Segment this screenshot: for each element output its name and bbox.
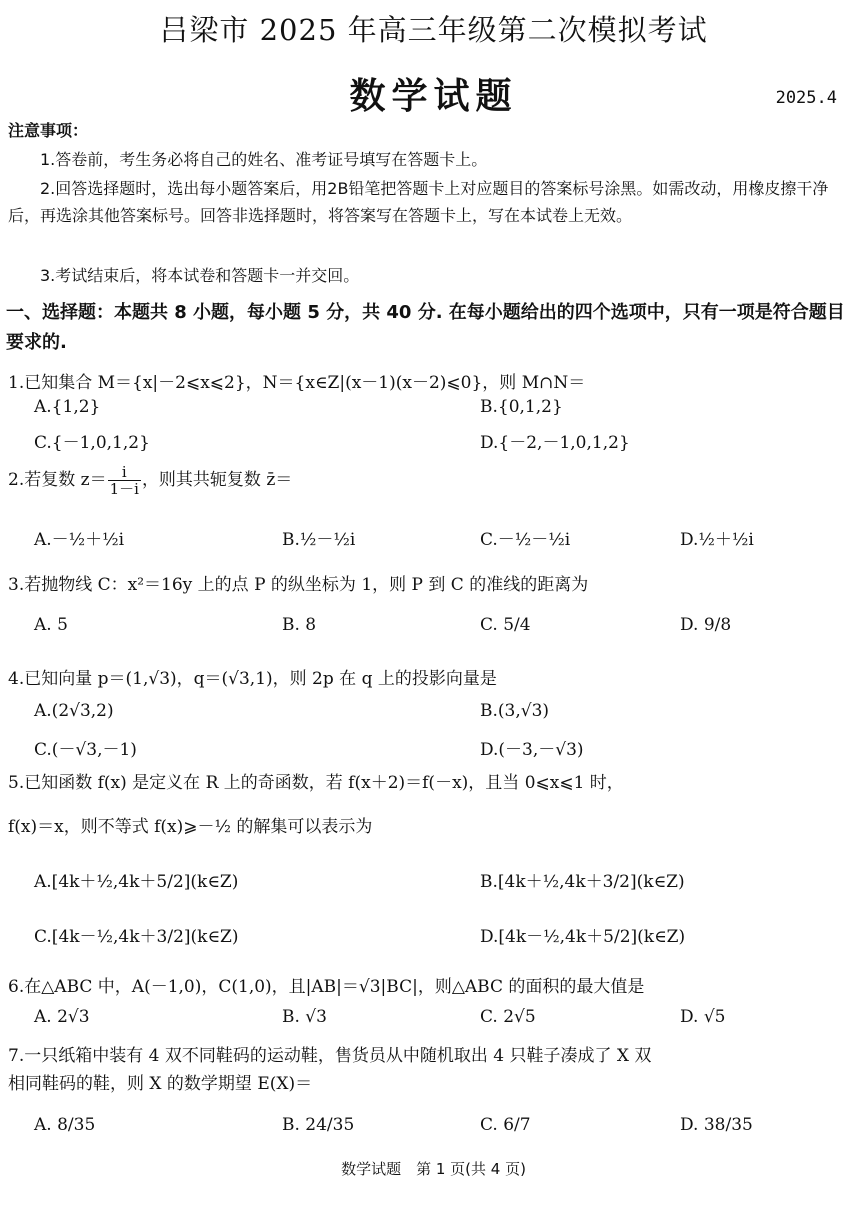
notice-item-3: 3.考试结束后，将本试卷和答题卡一并交回。 [40, 266, 360, 285]
question-4-option-d: D.(－3,－√3) [480, 740, 584, 760]
question-6-option-b: B. √3 [282, 1007, 327, 1027]
question-5-option-d: D.[4k－½,4k＋5/2](k∈Z) [480, 927, 686, 947]
question-2-stem [8, 464, 292, 497]
question-1-option-d: D.{－2,－1,0,1,2} [480, 433, 630, 453]
question-4-option-b: B.(3,√3) [480, 701, 550, 721]
question-5-stem: 5.已知函数 f(x) 是定义在 R 上的奇函数，若 f(x＋2)＝f(－x)，且当 0⩽x⩽1 时， [8, 773, 624, 793]
question-3-option-d: D. 9/8 [680, 615, 732, 635]
question-7-option-b: B. 24/35 [282, 1115, 355, 1135]
exam-date: 2025.4 [775, 88, 837, 108]
notice-item-2: 2.回答选择题时，选出每小题答案后，用2B铅笔把答题卡上对应题目的答案标号涂黑。如需改动，用橡皮擦干净后，再选涂其他答案标号。回答非选择题时，将答案写在答题卡上，写在本试卷上无效。 [8, 179, 829, 225]
question-1-option-b: B.{0,1,2} [480, 397, 563, 417]
question-5-option-b: B.[4k＋½,4k＋3/2](k∈Z) [480, 872, 685, 892]
question-2-option-d: D.½＋½i [680, 530, 754, 550]
question-3-option-b: B. 8 [282, 615, 317, 635]
question-7-option-d: D. 38/35 [680, 1115, 753, 1135]
question-1-option-a: A.{1,2} [34, 397, 101, 417]
question-7-option-a: A. 8/35 [34, 1115, 96, 1135]
question-1-stem: 1.已知集合 M＝{x|－2⩽x⩽2}，N＝{x∈Z|(x－1)(x－2)⩽0}，则 M∩N＝ [8, 373, 586, 393]
exam-title: 吕梁市 2025 年高三年级第二次模拟考试 [159, 13, 708, 47]
question-6-option-a: A. 2√3 [34, 1007, 90, 1027]
question-3-option-a: A. 5 [34, 615, 68, 635]
question-7-stem-line-2: 相同鞋码的鞋，则 X 的数学期望 E(X)＝ [8, 1074, 313, 1094]
page-footer: 数学试题 第 1 页(共 4 页) [341, 1160, 526, 1178]
question-3-stem: 3.若抛物线 C：x²＝16y 上的点 P 的纵坐标为 1，则 P 到 C 的准线的距离为 [8, 575, 589, 595]
question-2-option-a: A.－½＋½i [34, 530, 125, 550]
question-6-stem: 6.在△ABC 中，A(－1,0)，C(1,0)，且|AB|＝√3|BC|，则△ABC 的面积的最大值是 [8, 977, 645, 997]
question-5-stem-line-2: f(x)＝x，则不等式 f(x)⩾－½ 的解集可以表示为 [8, 817, 373, 837]
question-3-option-c: C. 5/4 [480, 615, 531, 635]
question-7-option-c: C. 6/7 [480, 1115, 531, 1135]
fraction-numerator: i [108, 464, 141, 481]
question-2-option-c: C.－½－½i [480, 530, 571, 550]
question-4-option-c: C.(－√3,－1) [34, 740, 137, 760]
question-6-option-d: D. √5 [680, 1007, 726, 1027]
question-6-option-c: C. 2√5 [480, 1007, 536, 1027]
notice-item-1: 1.答卷前，考生务必将自己的姓名、准考证号填写在答题卡上。 [40, 150, 488, 169]
question-4-stem: 4.已知向量 p＝(1,√3)，q＝(√3,1)，则 2p 在 q 上的投影向量是 [8, 669, 497, 689]
subject-title: 数学试题 [349, 76, 518, 117]
question-5-option-a: A.[4k＋½,4k＋5/2](k∈Z) [34, 872, 239, 892]
question-2-fraction [108, 464, 141, 497]
section-heading: 一、选择题：本题共 8 小题，每小题 5 分，共 40 分. 在每小题给出的四个选项中，只有一项是符合题目要求的. [6, 302, 845, 353]
question-5-option-c: C.[4k－½,4k＋3/2](k∈Z) [34, 927, 239, 947]
question-2-option-b: B.½－½i [282, 530, 356, 550]
question-7-stem: 7.一只纸箱中装有 4 双不同鞋码的运动鞋，售货员从中随机取出 4 只鞋子凑成了 X 双 [8, 1046, 652, 1066]
question-2-stem-suffix: ，则其共轭复数 z̄＝ [141, 470, 293, 490]
question-1-option-c: C.{－1,0,1,2} [34, 433, 150, 453]
notice-heading: 注意事项： [8, 121, 89, 140]
question-4-option-a: A.(2√3,2) [34, 701, 114, 721]
fraction-denominator: 1－i [109, 480, 139, 498]
question-2-stem-prefix: 2.若复数 z＝ [8, 470, 107, 490]
